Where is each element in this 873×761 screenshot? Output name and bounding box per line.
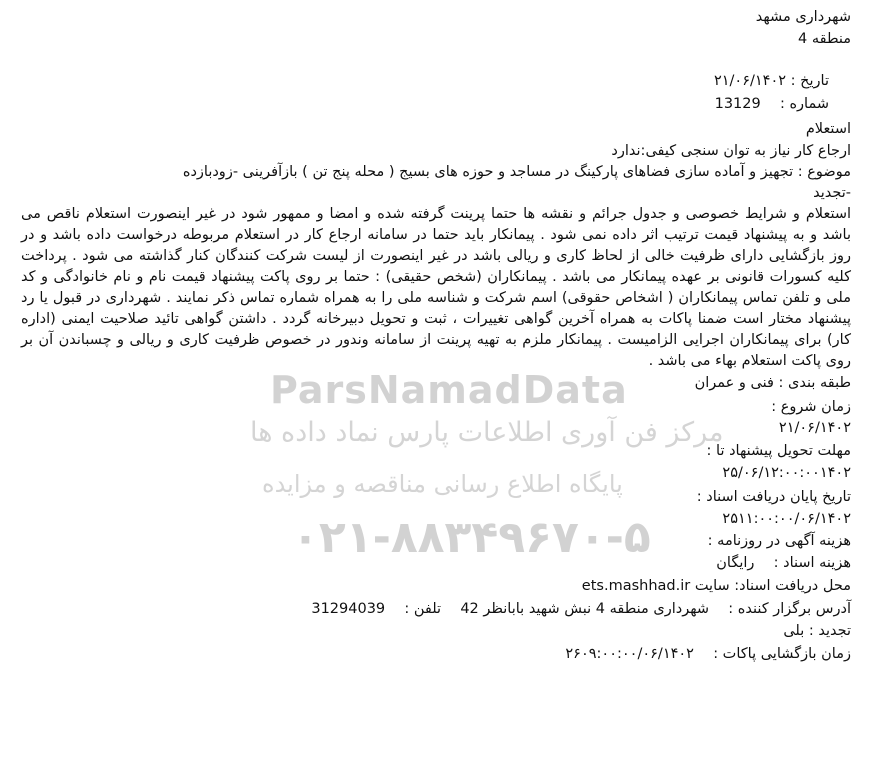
deadline-value: ۲۵/۰۶/۱۲:۰۰:۰۰۱۴۰۲ bbox=[722, 465, 851, 481]
address-label: آدرس برگزار کننده : bbox=[728, 601, 851, 617]
docs-place-link[interactable]: ets.mashhad.ir bbox=[581, 578, 691, 594]
region-name: منطقه 4 bbox=[798, 31, 851, 47]
number-row bbox=[715, 93, 829, 115]
address-value: شهرداری منطقه 4 نبش شهید بابانظر 42 bbox=[460, 601, 710, 617]
opening-label: زمان بازگشایی پاکات : bbox=[713, 646, 851, 662]
docs-place-label: محل دریافت اسناد: سایت bbox=[694, 578, 851, 594]
phone-value: 31294039 bbox=[311, 601, 386, 617]
date-label: تاریخ : bbox=[790, 73, 829, 89]
docs-cost-row bbox=[716, 552, 851, 574]
subject-line-1: موضوع : تجهیز و آماده سازی فضاهای پارکینگ در مساجد و حوزه های بسیج ( محله پنج تن ) بازآفرینی -زودبازده bbox=[182, 164, 851, 180]
docs-cost-value: رایگان bbox=[716, 555, 755, 571]
watermark-line-2: پایگاه اطلاع رسانی مناقصه و مزایده bbox=[262, 470, 623, 498]
category-line: طبقه بندی : فنی و عمران bbox=[694, 375, 851, 391]
docs-place-row bbox=[582, 575, 851, 597]
docs-end-label: تاریخ پایان دریافت اسناد : bbox=[696, 489, 851, 505]
watermark-phone: ۰۲۱-۸۸۳۴۹۶۷۰-۵ bbox=[292, 512, 651, 563]
subject-line-2: -تجدید bbox=[813, 185, 851, 201]
conditions-paragraph: استعلام و شرایط خصوصی و جدول جرائم و نقشه ها حتما پرینت گرفته شده و امضا و ممهور شود در غیر اینصورت استعلام ناقص می باشد و به پیشنهاد قیمت ترتیب اثر داده نمی شود . پیمانکار باید حتما در سامانه ارجاع کار در استعلام مربوطه درخواست داده باشد و در روز بازگشایی دارای ظرفیت خالی از لحاظ کاری و ریالی باشد در غیر اینصورت از لیست شرکت کنندگان کنار گذاشته می شود . پرداخت کلیه کسورات قانونی بر عهده پیمانکار می باشد . پیمانکاران (شخص حقیقی) : حتما بر روی پاکت پیشنهاد قیمت نام و نام خانوادگی و کد ملی و تلفن تماس پیمانکاران ( اشخاص حقوقی) اسم شرکت و شناسه ملی را به همراه شماره تماس ذکر نمایند . شهرداری در قبول یا رد پیشنهاد مختار است ضمنا پاکات به همراه آخرین گواهی تغییرات ، ثبت و تحویل دبیرخانه گردد . داشتن گواهی تائید صلاحیت ایمنی (اداره کار) برای پیمانکاران اجرایی الزامیست . پیمانکار ملزم به تهیه پرینت از سامانه وندور در خصوص ظرفیت کاری و ریالی و چسباندن آن بر روی پاکت استعلام بهاء می باشد . bbox=[21, 206, 851, 369]
opening-row bbox=[565, 643, 851, 665]
watermark-brand: ParsNamadData bbox=[270, 368, 628, 412]
start-value: ۲۱/۰۶/۱۴۰۲ bbox=[778, 420, 851, 436]
doc-title: استعلام bbox=[805, 121, 851, 137]
referral-line: ارجاع کار نیاز به توان سنجی کیفی:ندارد bbox=[611, 143, 851, 159]
phone-label: تلفن : bbox=[404, 601, 442, 617]
docs-end-value: ۲۵۱۱:۰۰:۰۰/۰۶/۱۴۰۲ bbox=[722, 511, 851, 527]
date-row bbox=[714, 70, 829, 92]
start-label: زمان شروع : bbox=[771, 399, 851, 415]
address-row bbox=[311, 598, 851, 620]
opening-value: ۲۶۰۹:۰۰:۰۰/۰۶/۱۴۰۲ bbox=[565, 646, 694, 662]
org-name: شهرداری مشهد bbox=[755, 9, 851, 25]
number-label: شماره : bbox=[779, 96, 829, 112]
deadline-label: مهلت تحویل پیشنهاد تا : bbox=[706, 443, 851, 459]
docs-cost-label: هزینه اسناد : bbox=[773, 555, 851, 571]
ad-cost-line: هزینه آگهی در روزنامه : bbox=[707, 533, 851, 549]
number-value: 13129 bbox=[714, 96, 761, 112]
date-value: ۲۱/۰۶/۱۴۰۲ bbox=[713, 73, 787, 89]
watermark-line-1: مرکز فن آوری اطلاعات پارس نماد داده ها bbox=[250, 417, 724, 448]
renewal-line: تجدید : بلی bbox=[783, 623, 851, 639]
